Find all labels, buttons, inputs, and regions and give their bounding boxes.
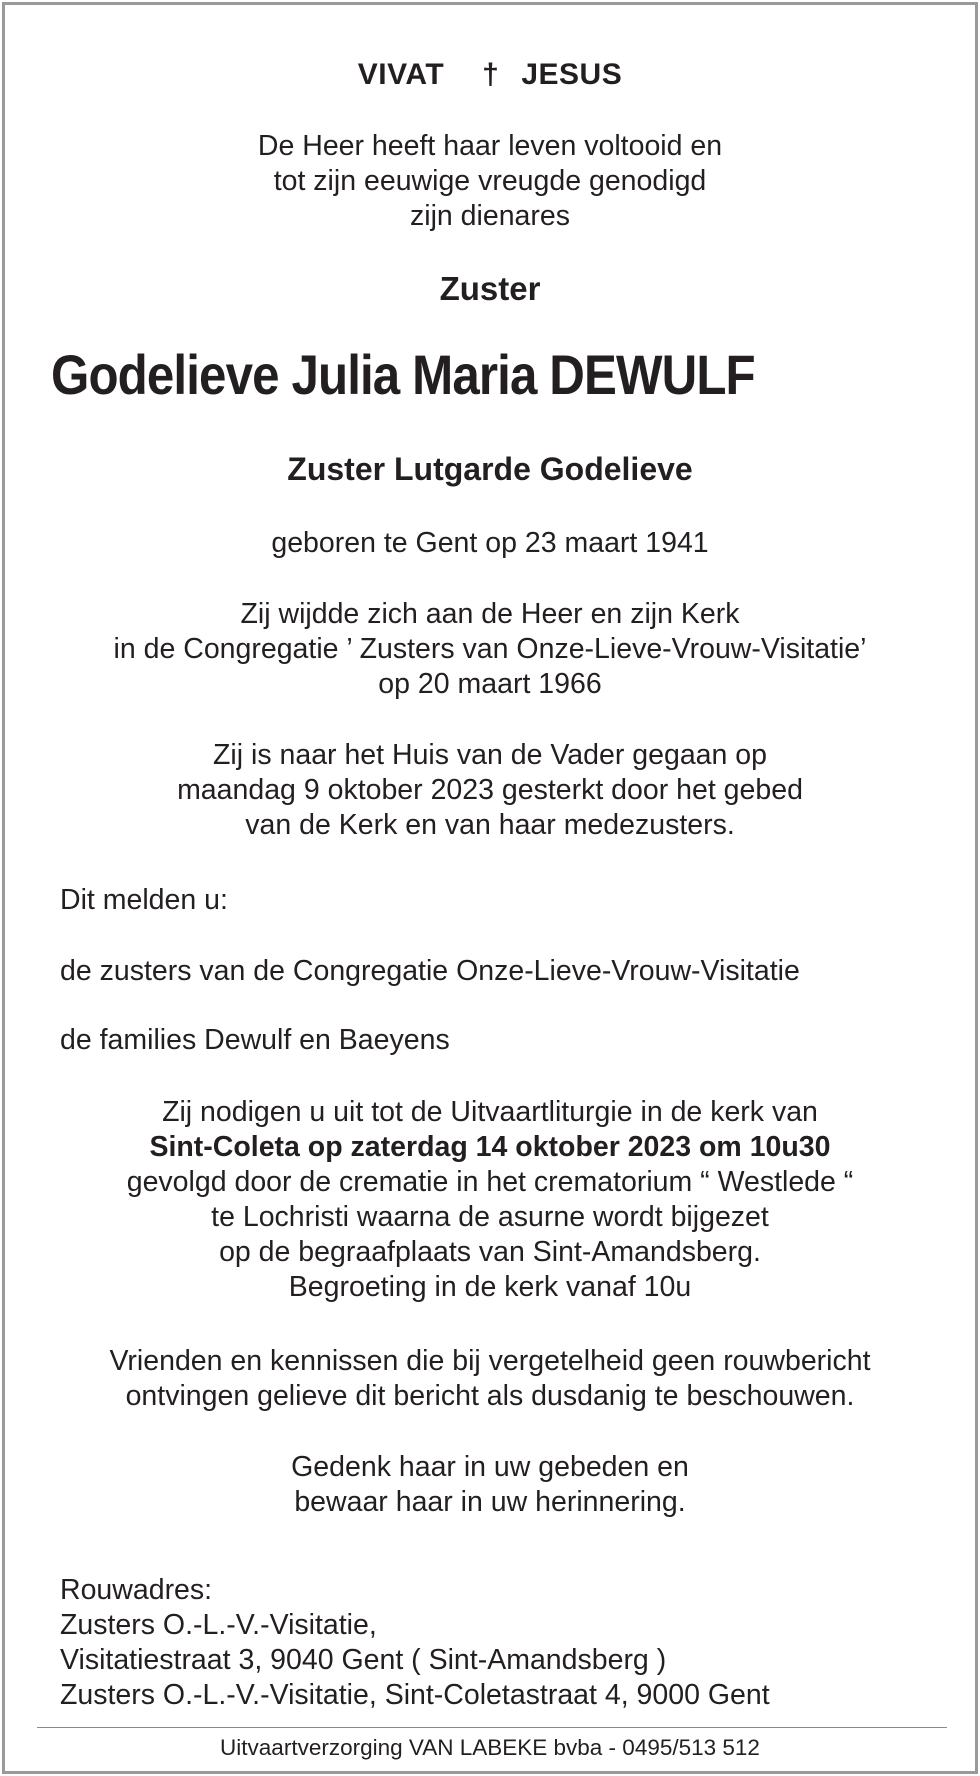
announcers-congregation: de zusters van de Congregatie Onze-Lieve-Vrouw-Visitatie	[60, 955, 800, 987]
funeral-date-line: Sint-Coleta op zaterdag 14 oktober 2023 om 10u30	[149, 1131, 831, 1163]
profession-line-3: op 20 maart 1966	[378, 668, 602, 700]
cross-icon: †	[482, 58, 500, 91]
religious-name: Zuster Lutgarde Godelieve	[287, 451, 693, 487]
funeral-line-1: Zij nodigen u uit tot de Uitvaartliturgie in de kerk van	[162, 1096, 818, 1128]
funeral-line-5: op de begraafplaats van Sint-Amandsberg.	[219, 1236, 761, 1268]
birth-line: geboren te Gent op 23 maart 1941	[271, 527, 709, 559]
deceased-full-name: Godelieve Julia Maria DEWULF	[51, 343, 755, 406]
funeral-director-footer: Uitvaartverzorging VAN LABEKE bvba - 0495/513 512	[220, 1735, 760, 1760]
funeral-line-3: gevolgd door de crematie in het crematorium “ Westlede “	[126, 1166, 854, 1198]
death-line-1: Zij is naar het Huis van de Vader gegaan op	[213, 739, 767, 771]
vivat-word: VIVAT	[357, 58, 445, 91]
intro-line-1: De Heer heeft haar leven voltooid en	[257, 130, 723, 162]
funeral-line-4: te Lochristi waarna de asurne wordt bijgezet	[211, 1201, 769, 1233]
obituary-card	[2, 2, 978, 1774]
jesus-word: JESUS	[521, 58, 623, 91]
announcers-intro: Dit melden u:	[60, 884, 228, 916]
address-line-3: Zusters O.-L.-V.-Visitatie, Sint-Coletastraat 4, 9000 Gent	[60, 1679, 770, 1711]
remembrance-line-1: Gedenk haar in uw gebeden en	[291, 1451, 689, 1483]
profession-line-1: Zij wijdde zich aan de Heer en zijn Kerk	[240, 598, 740, 630]
address-label: Rouwadres:	[60, 1574, 213, 1606]
death-line-2: maandag 9 oktober 2023 gesterkt door het gebed	[177, 774, 803, 806]
vivat-jesus-heading	[5, 57, 975, 93]
notice-line-2: ontvingen gelieve dit bericht als dusdanig te beschouwen.	[125, 1380, 855, 1412]
remembrance-line-2: bewaar haar in uw herinnering.	[294, 1486, 686, 1518]
death-line-3: van de Kerk en van haar medezusters.	[245, 809, 735, 841]
footer-divider	[37, 1727, 947, 1728]
notice-line-1: Vrienden en kennissen die bij vergetelheid geen rouwbericht	[109, 1345, 871, 1377]
funeral-line-6: Begroeting in de kerk vanaf 10u	[288, 1271, 692, 1303]
intro-line-3: zijn dienares	[409, 200, 570, 232]
address-line-1: Zusters O.-L.-V.-Visitatie,	[60, 1609, 377, 1641]
intro-line-2: tot zijn eeuwige vreugde genodigd	[273, 165, 707, 197]
profession-line-2: in de Congregatie ’ Zusters van Onze-Lieve-Vrouw-Visitatie’	[113, 633, 867, 665]
announcers-families: de families Dewulf en Baeyens	[60, 1024, 450, 1056]
address-line-2: Visitatiestraat 3, 9040 Gent ( Sint-Amandsberg )	[60, 1644, 667, 1676]
title-zuster: Zuster	[439, 270, 541, 307]
